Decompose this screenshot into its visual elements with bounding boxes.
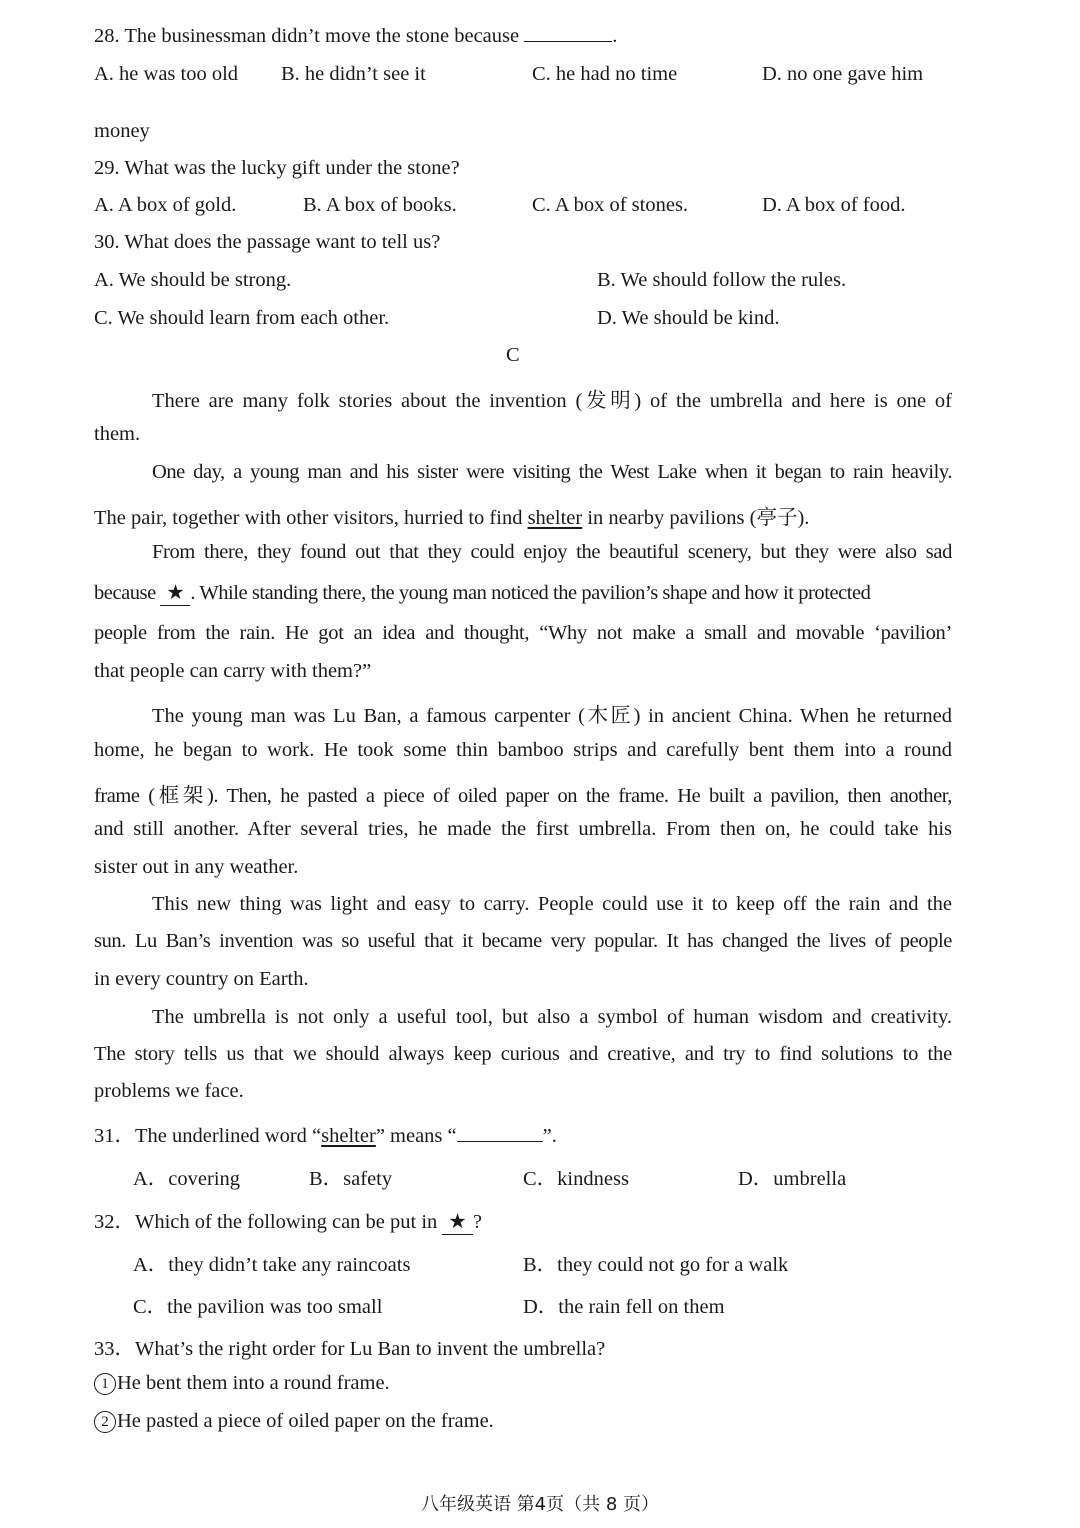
passage-p3-line3: people from the rain. He got an idea and thought, “Why not make a small and movable ‘pavilion’ xyxy=(94,622,952,644)
circled-number-2: 2 xyxy=(94,1411,116,1433)
answer-blank xyxy=(457,1125,543,1142)
passage-p1-line2: them. xyxy=(94,423,141,445)
passage-p4-line3: frame (框架). Then, he pasted a piece of oiled paper on the frame. He built a pavilion, then another, xyxy=(94,785,952,807)
q32-stem-end: ? xyxy=(472,1211,482,1233)
passage-p6-line3: problems we face. xyxy=(94,1080,244,1102)
passage-p6-line2: The story tells us that we should always keep curious and creative, and try to find solutions to the xyxy=(94,1043,952,1065)
passage-p6-line1: The umbrella is not only a useful tool, but also a symbol of human wisdom and creativity. xyxy=(152,1006,952,1028)
q33-stem: 33．What’s the right order for Lu Ban to invent the umbrella? xyxy=(94,1338,606,1360)
q31-stem-text: ” means “ xyxy=(375,1125,457,1147)
q31-option-c: C．kindness xyxy=(523,1168,629,1190)
answer-blank xyxy=(524,25,612,42)
q32-stem xyxy=(94,1204,482,1235)
passage-p4-line5: sister out in any weather. xyxy=(94,856,299,878)
q29-option-a: A. A box of gold. xyxy=(94,194,237,216)
passage-p5-line2: sun. Lu Ban’s invention was so useful that it became very popular. It has changed the lives of people xyxy=(94,930,952,952)
q33-step-text: He bent them into a round frame. xyxy=(117,1372,390,1394)
q31-option-d: D．umbrella xyxy=(738,1168,847,1190)
passage-p3-line1: From there, they found out that they could enjoy the beautiful scenery, but they were also sad xyxy=(152,541,952,563)
q32-option-c: C．the pavilion was too small xyxy=(133,1296,383,1318)
q32-option-a: A．they didn’t take any raincoats xyxy=(133,1254,411,1276)
q29-stem: 29. What was the lucky gift under the stone? xyxy=(94,157,460,179)
passage-text: The pair, together with other visitors, hurried to find xyxy=(94,507,523,529)
circled-number-1: 1 xyxy=(94,1373,116,1395)
q28-option-c: C. he had no time xyxy=(532,63,678,85)
q30-option-b: B. We should follow the rules. xyxy=(597,269,847,291)
q30-option-c: C. We should learn from each other. xyxy=(94,307,390,329)
q28-stem-text: 28. The businessman didn’t move the stone because xyxy=(94,25,520,47)
star-blank-marker: ★ xyxy=(160,580,190,606)
q31-option-b: B．safety xyxy=(309,1168,393,1190)
q30-option-d: D. We should be kind. xyxy=(597,307,780,329)
passage-p4-line4: and still another. After several tries, he made the first umbrella. From then on, he could take his xyxy=(94,818,952,840)
passage-p3-line2 xyxy=(94,580,952,606)
q31-stem-end: ”. xyxy=(542,1125,557,1147)
passage-p5-line3: in every country on Earth. xyxy=(94,968,309,990)
passage-p2-line1: One day, a young man and his sister were visiting the West Lake when it began to rain heavily. xyxy=(152,461,952,483)
underlined-word-shelter: shelter xyxy=(321,1125,376,1147)
star-blank-marker: ★ xyxy=(442,1209,472,1235)
q33-step-2 xyxy=(94,1410,494,1433)
passage-p1-line1: There are many folk stories about the invention (发明) of the umbrella and here is one of xyxy=(152,390,952,412)
underlined-word-shelter: shelter xyxy=(527,507,583,529)
q32-stem-text: 32．Which of the following can be put in xyxy=(94,1211,438,1233)
q32-option-d: D．the rain fell on them xyxy=(523,1296,725,1318)
q28-stem xyxy=(94,25,617,48)
q28-option-d-continued: money xyxy=(94,120,150,142)
passage-p5-line1: This new thing was light and easy to carry. People could use it to keep off the rain and the xyxy=(152,893,952,915)
q30-stem: 30. What does the passage want to tell us? xyxy=(94,231,441,253)
section-heading: C xyxy=(506,344,520,366)
passage-p3-line4: that people can carry with them?” xyxy=(94,660,372,682)
passage-text: because xyxy=(94,582,156,604)
q31-option-a: A．covering xyxy=(133,1168,241,1190)
q29-option-c: C. A box of stones. xyxy=(532,194,689,216)
q33-step-1 xyxy=(94,1372,390,1395)
q31-stem-text: 31．The underlined word “ xyxy=(94,1125,322,1147)
q28-option-b: B. he didn’t see it xyxy=(281,63,426,85)
passage-text: . While standing there, the young man noticed the pavilion’s shape and how it protected xyxy=(190,582,871,604)
passage-text: in nearby pavilions (亭子). xyxy=(587,507,810,529)
q28-option-a: A. he was too old xyxy=(94,63,239,85)
passage-p4-line2: home, he began to work. He took some thin bamboo strips and carefully bent them into a round xyxy=(94,739,952,761)
q33-step-text: He pasted a piece of oiled paper on the frame. xyxy=(117,1410,494,1432)
page-footer: 八年级英语 第4页（共 8 页） xyxy=(420,1494,660,1515)
q29-option-d: D. A box of food. xyxy=(762,194,906,216)
q28-stem-end: . xyxy=(612,25,618,47)
q29-option-b: B. A box of books. xyxy=(303,194,457,216)
q31-stem xyxy=(94,1118,557,1148)
q32-option-b: B．they could not go for a walk xyxy=(523,1254,789,1276)
passage-p2-line2 xyxy=(94,500,809,530)
passage-p4-line1: The young man was Lu Ban, a famous carpenter (木匠) in ancient China. When he returned xyxy=(152,705,952,727)
q30-option-a: A. We should be strong. xyxy=(94,269,292,291)
q28-option-d: D. no one gave him xyxy=(762,63,924,85)
